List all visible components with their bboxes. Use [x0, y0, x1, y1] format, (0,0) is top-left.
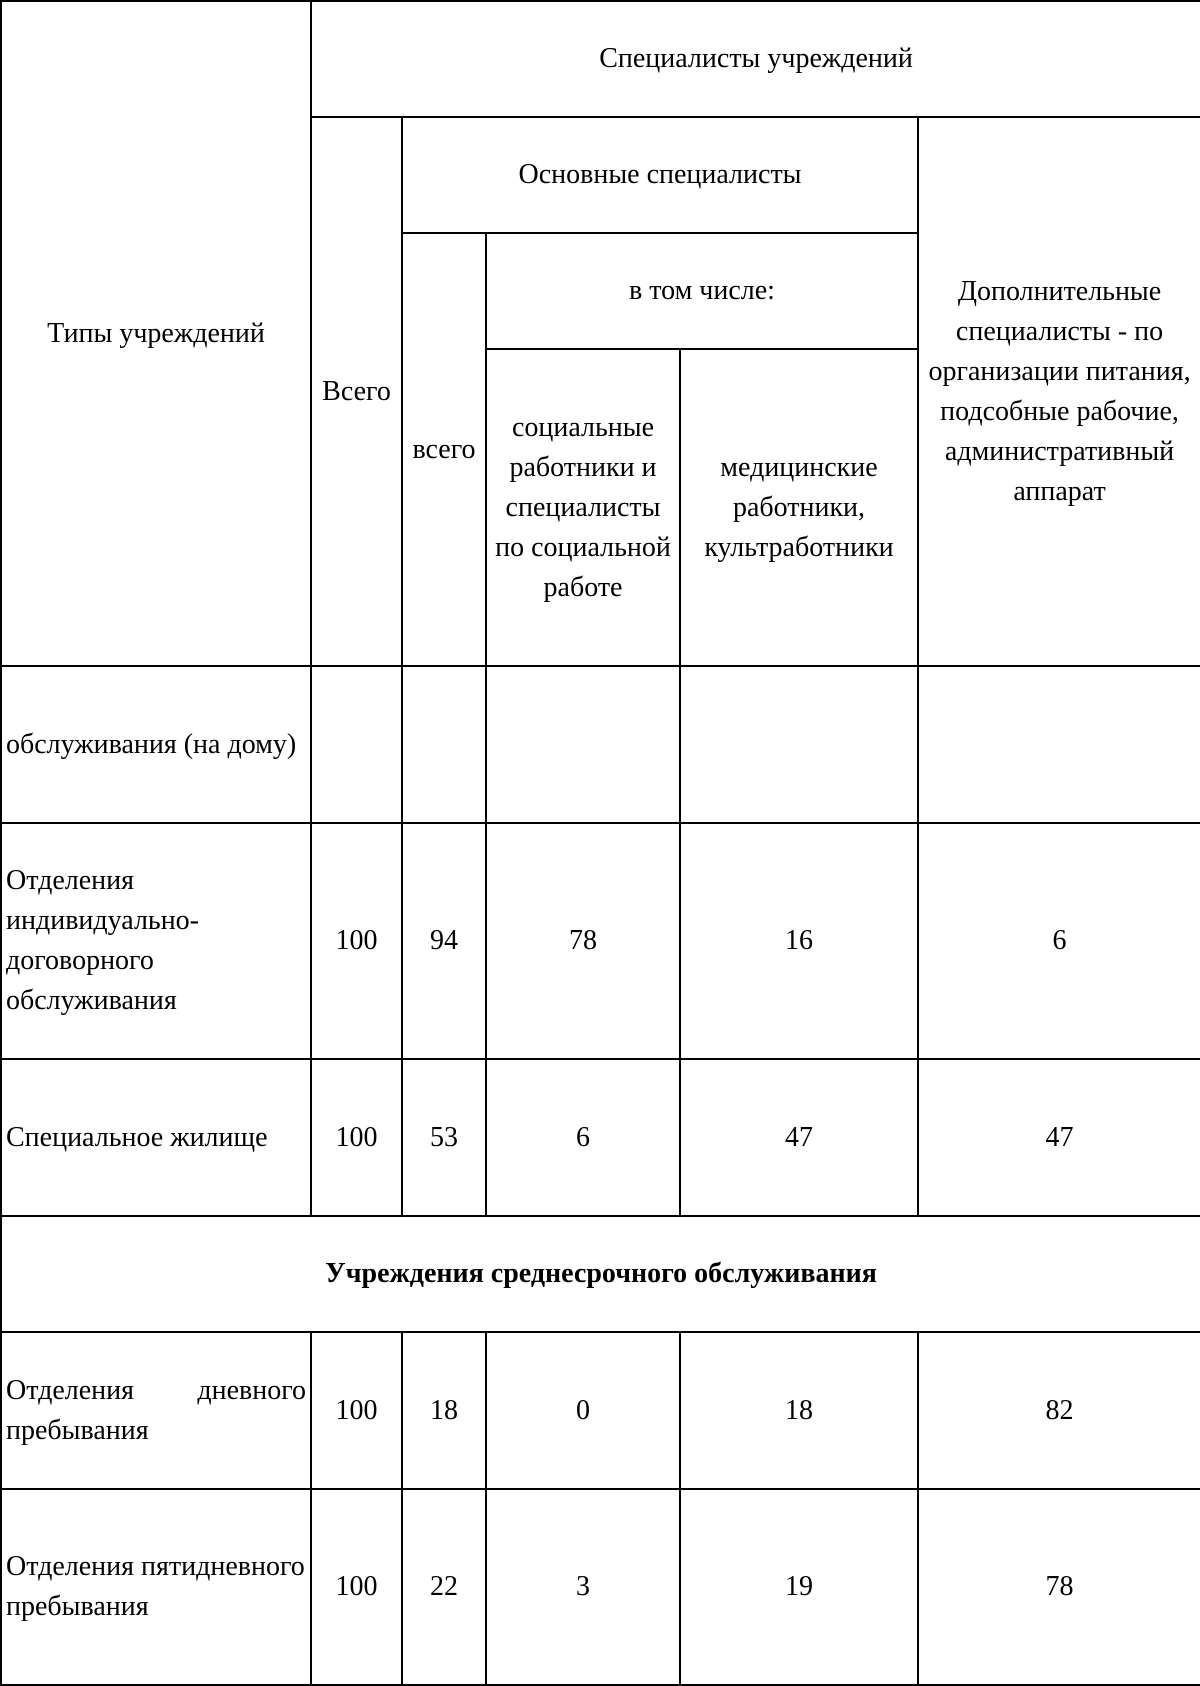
cell-total [311, 666, 402, 823]
cell-additional: 47 [918, 1059, 1200, 1216]
cell-additional: 78 [918, 1489, 1200, 1685]
section-title: Учреждения среднесрочного обслуживания [1, 1216, 1200, 1332]
row-type: Отделения индивидуально-договорного обслуживания [1, 823, 311, 1059]
cell-total: 100 [311, 1489, 402, 1685]
table-row [1, 1059, 1200, 1216]
header-additional-specialists: Дополнительные специалисты - по организации питания, подсобные рабочие, административный аппарат [918, 117, 1200, 666]
table-row [1, 666, 1200, 823]
table-row [1, 1332, 1200, 1489]
cell-social: 78 [486, 823, 680, 1059]
header-medical-workers: медицинские работники, культработники [680, 349, 918, 666]
cell-main-total: 22 [402, 1489, 486, 1685]
cell-main-total: 94 [402, 823, 486, 1059]
header-total: Всего [311, 117, 402, 666]
header-institution-types: Типы учреждений [1, 1, 311, 666]
section-row [1, 1216, 1200, 1332]
cell-social [486, 666, 680, 823]
header-including: в том числе: [486, 233, 918, 349]
cell-medical: 47 [680, 1059, 918, 1216]
cell-additional: 82 [918, 1332, 1200, 1489]
header-social-workers: социальные работники и специалисты по социальной работе [486, 349, 680, 666]
row-type: Отделения пятидневного пребывания [1, 1489, 311, 1685]
cell-social: 3 [486, 1489, 680, 1685]
table-row [1, 1489, 1200, 1685]
cell-total: 100 [311, 823, 402, 1059]
cell-total: 100 [311, 1059, 402, 1216]
cell-medical: 19 [680, 1489, 918, 1685]
cell-social: 0 [486, 1332, 680, 1489]
row-type: Отделения дневного пребывания [1, 1332, 311, 1489]
header-main-specialists: Основные специалисты [402, 117, 918, 233]
cell-main-total: 18 [402, 1332, 486, 1489]
cell-medical: 18 [680, 1332, 918, 1489]
cell-main-total: 53 [402, 1059, 486, 1216]
cell-main-total [402, 666, 486, 823]
cell-medical: 16 [680, 823, 918, 1059]
cell-total: 100 [311, 1332, 402, 1489]
cell-additional [918, 666, 1200, 823]
cell-social: 6 [486, 1059, 680, 1216]
cell-additional: 6 [918, 823, 1200, 1059]
row-type: обслуживания (на дому) [1, 666, 311, 823]
cell-medical [680, 666, 918, 823]
row-type: Специальное жилище [1, 1059, 311, 1216]
header-main-total: всего [402, 233, 486, 666]
table-row [1, 823, 1200, 1059]
header-institution-specialists: Специалисты учреждений [311, 1, 1200, 117]
